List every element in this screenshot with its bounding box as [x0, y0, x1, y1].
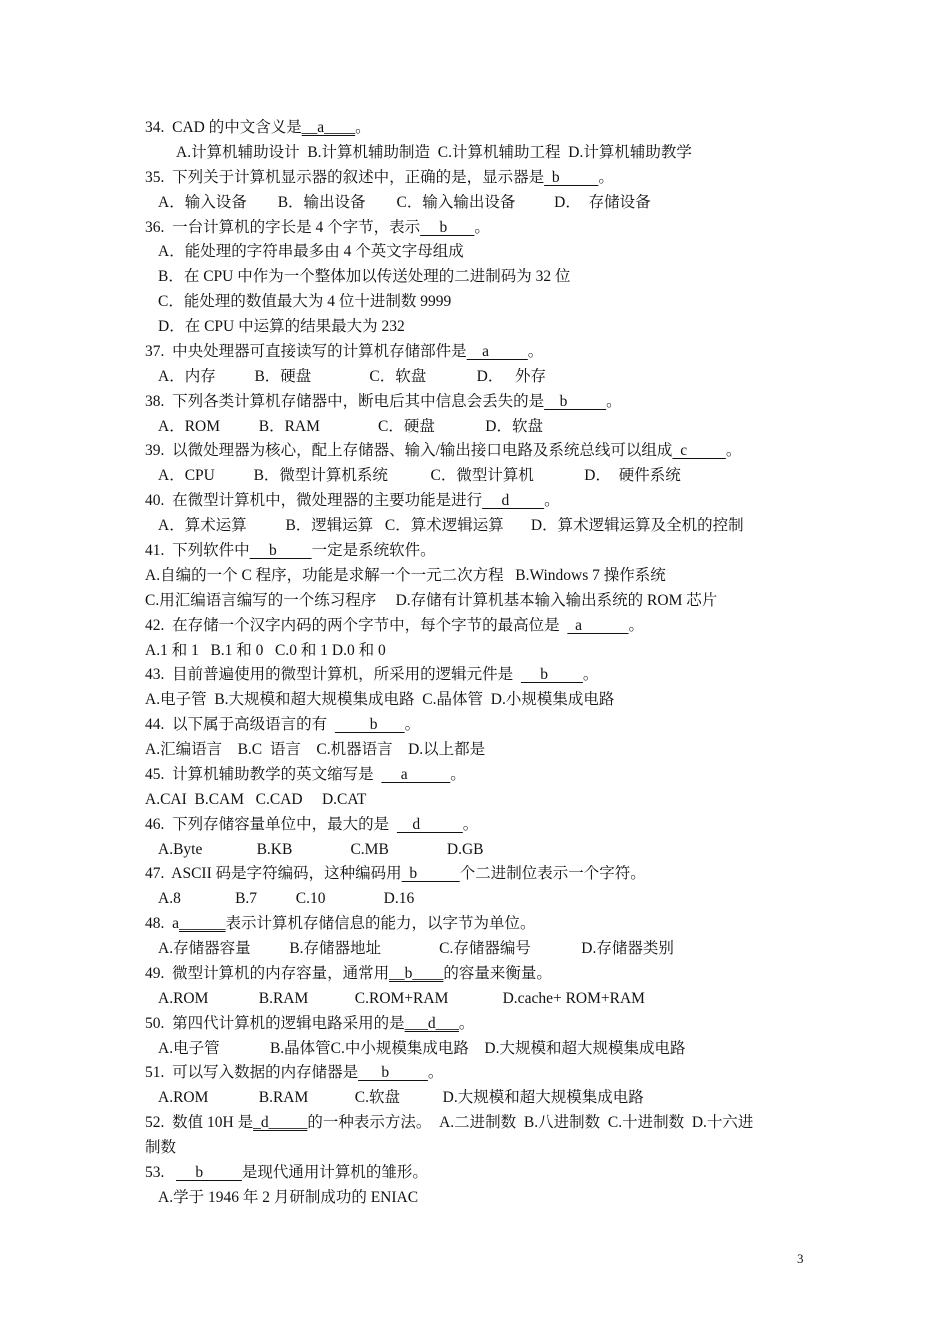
text-segment: 。 [606, 392, 622, 410]
text-segment: 46. 下列存储容量单位中，最大的是 [145, 815, 397, 833]
text-line [145, 342, 543, 362]
text-line [158, 939, 674, 959]
text-segment: 49. 微型计算机的内存容量，通常用 [145, 964, 390, 982]
text-line [145, 690, 614, 710]
text-line [158, 1188, 418, 1208]
text-segment: A.电子管 B.大规模和超大规模集成电路 C.晶体管 D.小规模集成电路 [145, 691, 615, 709]
text-segment: 39. 以微处理器为核心，配上存储器、输入/输出接口电路及系统总线可以组成 [145, 442, 673, 460]
text-line [145, 392, 622, 412]
answer-blank: b [520, 666, 583, 684]
text-segment: 40. 在微型计算机中，微处理器的主要功能是进行 [145, 492, 483, 510]
text-line [145, 914, 536, 934]
text-line [145, 740, 485, 760]
text-segment: A．内存 B．硬盘 C．软盘 D． 外存 [158, 367, 546, 385]
text-line [145, 441, 741, 461]
text-segment: 37. 中央处理器可直接读写的计算机存储部件是 [145, 342, 467, 360]
text-segment: C．能处理的数值最大为 4 位十进制数 9999 [158, 293, 452, 311]
text-line [158, 466, 681, 486]
answer-blank: a [381, 765, 451, 783]
text-segment: 。 [544, 492, 560, 510]
answer-blank: _d_____ [253, 1114, 308, 1132]
text-line [158, 1039, 685, 1059]
text-line [145, 168, 614, 188]
text-line [145, 566, 666, 586]
text-line [158, 317, 405, 337]
text-segment: C.用汇编语言编写的一个练习程序 D.存储有计算机基本输入输出系统的 ROM 芯片 [145, 591, 718, 609]
text-line [158, 417, 543, 437]
text-segment: 个二进制位表示一个字符。 [459, 865, 646, 883]
text-line [176, 143, 692, 163]
answer-blank: d [396, 815, 463, 833]
text-line [145, 616, 644, 636]
answer-blank: b [544, 168, 599, 186]
text-line [145, 541, 436, 561]
text-line [145, 1138, 176, 1158]
answer-blank: d [482, 492, 545, 510]
text-line [158, 1088, 644, 1108]
answer-blank: b [176, 1164, 242, 1181]
answer-blank: b [401, 865, 460, 883]
text-segment: 34. CAD 的中文含义是 [145, 119, 302, 136]
text-segment: 。 [582, 666, 599, 684]
text-line [145, 765, 466, 785]
text-segment: 50. 第四代计算机的逻辑电路采用的是 [145, 1014, 405, 1032]
answer-blank: a [567, 616, 629, 634]
text-line [158, 989, 645, 1009]
text-line [158, 840, 484, 860]
text-segment: 。 [355, 119, 371, 136]
text-segment: A.CAI B.CAM C.CAD D.CAT [145, 790, 367, 808]
text-segment: A．ROM B．RAM C．硬盘 D．软盘 [158, 417, 543, 435]
text-line [145, 715, 420, 735]
text-line [145, 964, 552, 984]
answer-blank: ______ [179, 915, 226, 933]
text-segment: A.汇编语言 B.C 语言 C.机器语言 D.以上都是 [145, 741, 486, 758]
text-segment: A.电子管 B.晶体管C.中小规模集成电路 D.大规模和超大规模集成电路 [158, 1039, 686, 1057]
text-line [145, 1063, 443, 1083]
text-segment: 43. 目前普遍使用的微型计算机，所采用的逻辑元件是 [145, 666, 521, 684]
text-segment: 44. 以下属于高级语言的有 [145, 716, 335, 734]
text-segment: 51. 可以写入数据的内存储器是 [145, 1064, 359, 1082]
text-line [158, 516, 744, 536]
text-line [145, 591, 717, 611]
text-segment: 。 [462, 815, 479, 833]
answer-blank: b [544, 392, 607, 410]
text-line [145, 218, 490, 238]
text-segment: 52. 数值 10H 是 [145, 1114, 254, 1132]
text-segment: A.ROM B.RAM C.ROM+RAM D.cache+ ROM+RAM [158, 989, 645, 1007]
text-line [158, 267, 571, 287]
text-line [158, 242, 464, 262]
text-segment: 的一种表示方法。 A.二进制数 B.八进制数 C.十进制数 D.十六进 [307, 1114, 754, 1132]
text-segment: 制数 [145, 1139, 177, 1157]
answer-blank: __b____ [389, 964, 444, 982]
text-segment: 47. ASCII 码是字符编码，这种编码用 [145, 865, 402, 883]
text-segment: 42. 在存储一个汉字内码的两个字节中，每个字节的最高位是 [145, 616, 568, 634]
answer-blank: a [466, 342, 528, 360]
text-segment: D．在 CPU 中运算的结果最大为 232 [158, 318, 405, 335]
text-segment: 。 [628, 616, 645, 634]
text-segment: 表示计算机存储信息的能力，以字节为单位。 [225, 915, 536, 933]
text-segment: A.自编的一个 C 程序，功能是求解一个一元二次方程 B.Windows 7 操作系统 [145, 566, 666, 584]
text-segment: 48. a [145, 915, 180, 933]
text-line [145, 118, 371, 138]
text-line [145, 665, 598, 685]
text-segment: A．算术运算 B．逻辑运算 C．算术逻辑运算 D．算术逻辑运算及全机的控制 [158, 517, 744, 535]
text-segment: 。 [450, 765, 466, 783]
text-line [145, 1163, 428, 1183]
text-segment: 38. 下列各类计算机存储器中，断电后其中信息会丢失的是 [145, 392, 545, 410]
answer-blank: ___d___ [404, 1014, 459, 1032]
text-segment: A.Byte B.KB C.MB D.GB [158, 840, 484, 858]
answer-blank: b [334, 716, 405, 734]
text-segment: A．输入设备 B．输出设备 C．输入输出设备 D． 存储设备 [158, 193, 651, 211]
text-segment: 36. 一台计算机的字长是 4 个字节，表示 [145, 218, 421, 236]
text-segment: A.8 B.7 C.10 D.16 [158, 890, 415, 908]
text-segment: A.存储器容量 B.存储器地址 C.存储器编号 D.存储器类别 [158, 940, 674, 957]
text-segment: 。 [427, 1064, 444, 1082]
text-segment: 是现代通用计算机的雏形。 [241, 1164, 428, 1181]
text-segment: A．能处理的字符串最多由 4 个英文字母组成 [158, 243, 464, 261]
text-line [145, 790, 366, 810]
text-segment: A.计算机辅助设计 B.计算机辅助制造 C.计算机辅助工程 D.计算机辅助教学 [176, 143, 692, 161]
text-line [145, 641, 386, 661]
text-segment: 。 [458, 1014, 475, 1032]
text-segment: 41. 下列软件中 [145, 542, 250, 559]
text-line [158, 292, 451, 312]
text-segment: A.1 和 1 B.1 和 0 C.0 和 1 D.0 和 0 [145, 641, 386, 659]
text-line [145, 815, 478, 835]
text-segment: A.学于 1946 年 2 月研制成功的 ENIAC [158, 1188, 419, 1206]
answer-blank: b [358, 1064, 428, 1082]
text-segment: A．CPU B．微型计算机系统 C．微型计算机 D． 硬件系统 [158, 467, 681, 485]
text-line [158, 367, 546, 387]
text-segment: 45. 计算机辅助教学的英文缩写是 [145, 765, 382, 783]
text-segment: 53. [145, 1164, 176, 1181]
text-segment: 。 [598, 168, 614, 186]
answer-blank: c [672, 442, 726, 460]
text-segment: 35. 下列关于计算机显示器的叙述中，正确的是，显示器是 [145, 168, 545, 186]
text-segment: A.ROM B.RAM C.软盘 D.大规模和超大规模集成电路 [158, 1089, 644, 1107]
text-line [145, 1113, 753, 1133]
answer-blank: b [249, 542, 312, 559]
text-line [158, 193, 651, 213]
text-segment: 的容量来衡量。 [443, 964, 552, 982]
text-line [145, 1014, 474, 1034]
answer-blank: b [420, 218, 475, 236]
text-line [145, 491, 560, 511]
page-number: 3 [797, 1251, 804, 1266]
text-segment: B．在 CPU 中作为一个整体加以传送处理的二进制码为 32 位 [158, 268, 571, 286]
text-segment: 。 [527, 342, 544, 360]
text-segment: 一定是系统软件。 [311, 542, 436, 559]
text-segment: 。 [474, 218, 490, 236]
text-segment: 。 [725, 442, 742, 460]
text-line [158, 889, 414, 909]
text-segment: 。 [404, 716, 421, 734]
text-line [145, 864, 646, 884]
answer-blank: __a____ [301, 119, 356, 136]
